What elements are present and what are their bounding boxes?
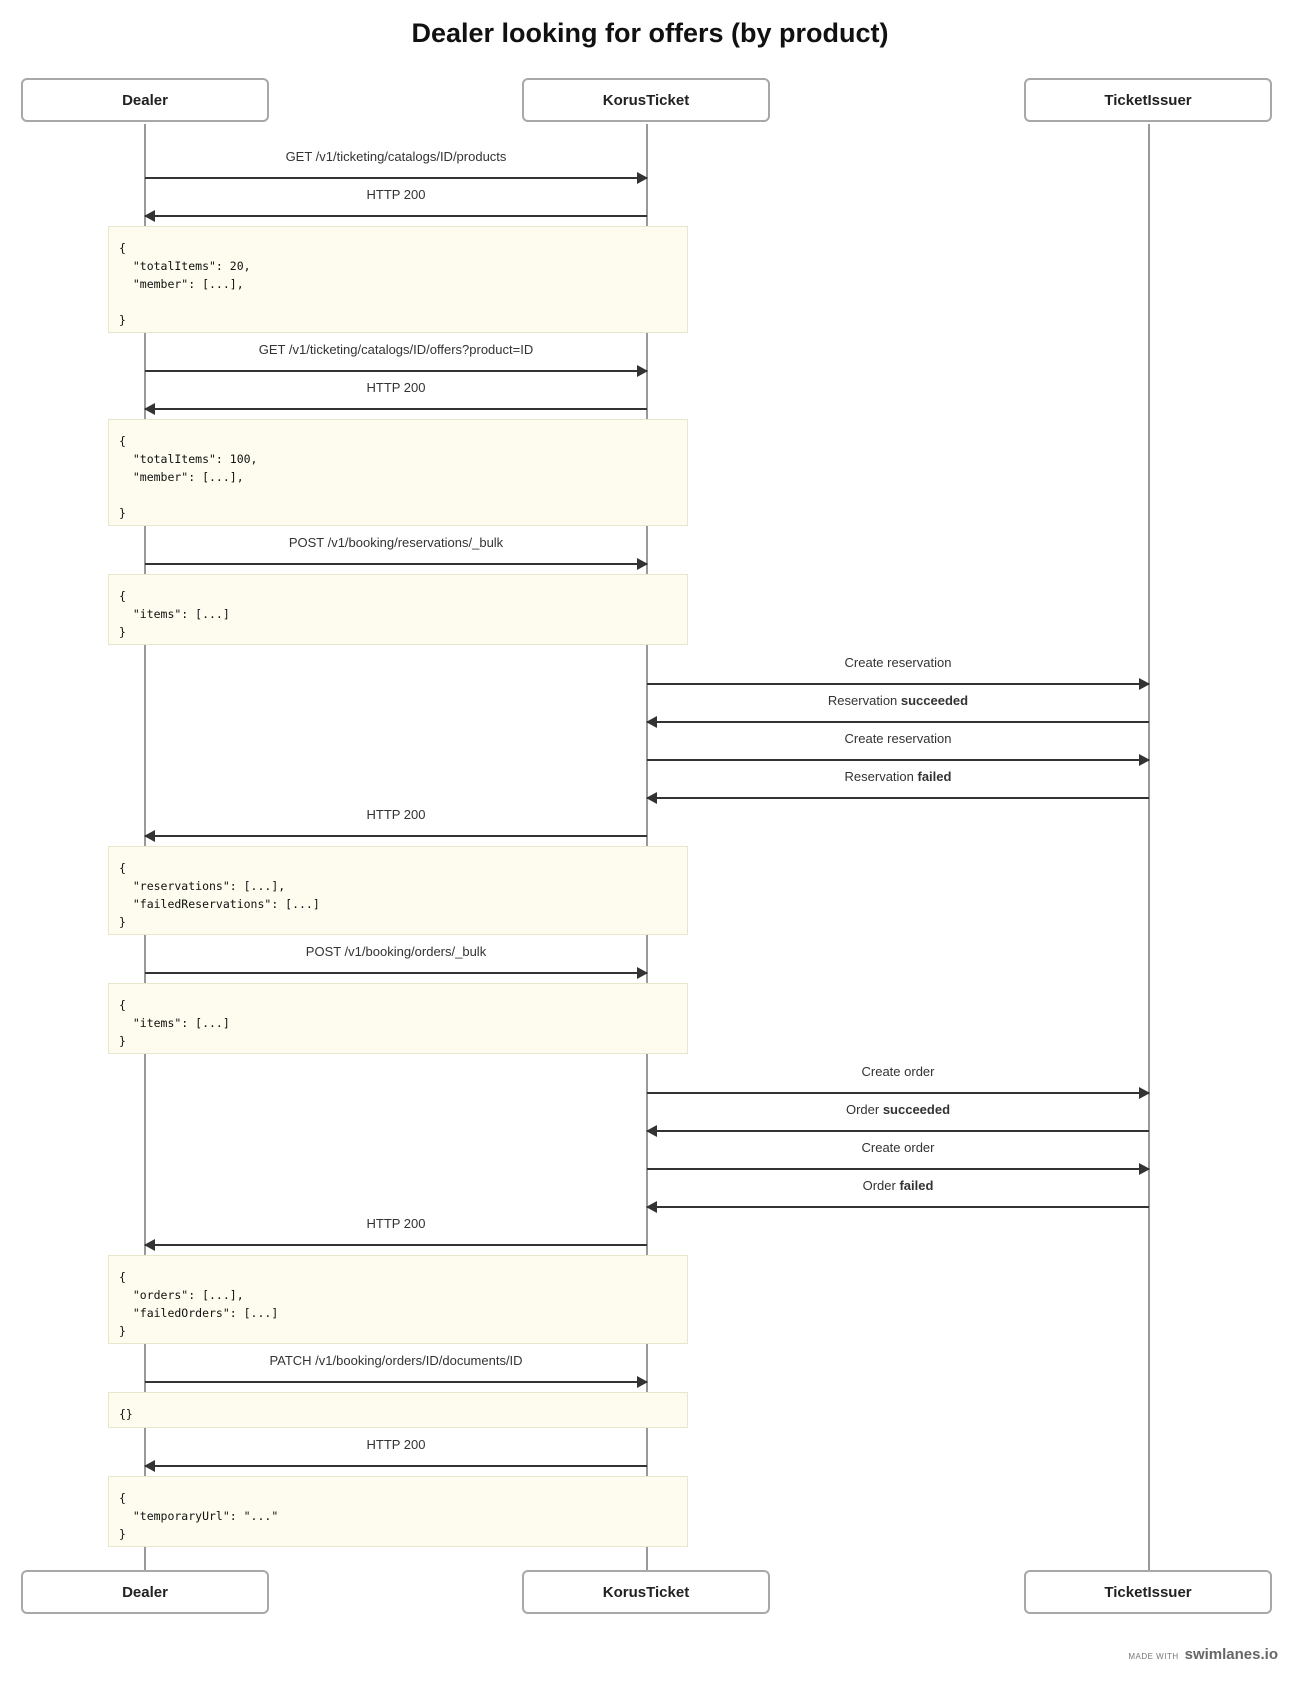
message-arrow: HTTP 200 bbox=[145, 1453, 647, 1473]
actor-korusticket-top: KorusTicket bbox=[522, 78, 770, 122]
json-note: { "totalItems": 100, "member": [...], } bbox=[108, 419, 688, 526]
message-arrow: GET /v1/ticketing/catalogs/ID/offers?product=ID bbox=[145, 358, 647, 378]
actor-dealer-bottom: Dealer bbox=[21, 1570, 269, 1614]
message-arrow: HTTP 200 bbox=[145, 396, 647, 416]
actor-dealer-top: Dealer bbox=[21, 78, 269, 122]
json-note: { "items": [...] } bbox=[108, 574, 688, 645]
message-arrow: POST /v1/booking/orders/_bulk bbox=[145, 960, 647, 980]
message-arrow: HTTP 200 bbox=[145, 203, 647, 223]
actor-ticketissuer-top: TicketIssuer bbox=[1024, 78, 1272, 122]
message-arrow: Reservation succeeded bbox=[647, 709, 1149, 729]
message-arrow: Order failed bbox=[647, 1194, 1149, 1214]
swimlanes-brand: swimlanes.io bbox=[1184, 1646, 1278, 1663]
actor-ticketissuer-bottom: TicketIssuer bbox=[1024, 1570, 1272, 1614]
lifeline-ticketissuer bbox=[1148, 124, 1150, 1572]
message-arrow: HTTP 200 bbox=[145, 823, 647, 843]
made-with-label: MADE WITH bbox=[1128, 1652, 1179, 1661]
diagram-title: Dealer looking for offers (by product) bbox=[411, 18, 889, 48]
json-note: { "orders": [...], "failedOrders": [...] } bbox=[108, 1255, 688, 1344]
json-note: { "reservations": [...], "failedReservations": [...] } bbox=[108, 846, 688, 935]
message-arrow: POST /v1/booking/reservations/_bulk bbox=[145, 551, 647, 571]
message-arrow: Create order bbox=[647, 1080, 1149, 1100]
message-arrow: PATCH /v1/booking/orders/ID/documents/ID bbox=[145, 1369, 647, 1389]
json-note: { "items": [...] } bbox=[108, 983, 688, 1054]
message-arrow: GET /v1/ticketing/catalogs/ID/products bbox=[145, 165, 647, 185]
swimlanes-badge[interactable] bbox=[1128, 1646, 1278, 1663]
message-arrow: Create reservation bbox=[647, 671, 1149, 691]
message-arrow: Reservation failed bbox=[647, 785, 1149, 805]
json-note: { "totalItems": 20, "member": [...], } bbox=[108, 226, 688, 333]
message-arrow: HTTP 200 bbox=[145, 1232, 647, 1252]
message-arrow: Order succeeded bbox=[647, 1118, 1149, 1138]
message-arrow: Create reservation bbox=[647, 747, 1149, 767]
actor-korusticket-bottom: KorusTicket bbox=[522, 1570, 770, 1614]
json-note: {} bbox=[108, 1392, 688, 1428]
message-arrow: Create order bbox=[647, 1156, 1149, 1176]
json-note: { "temporaryUrl": "..." } bbox=[108, 1476, 688, 1547]
